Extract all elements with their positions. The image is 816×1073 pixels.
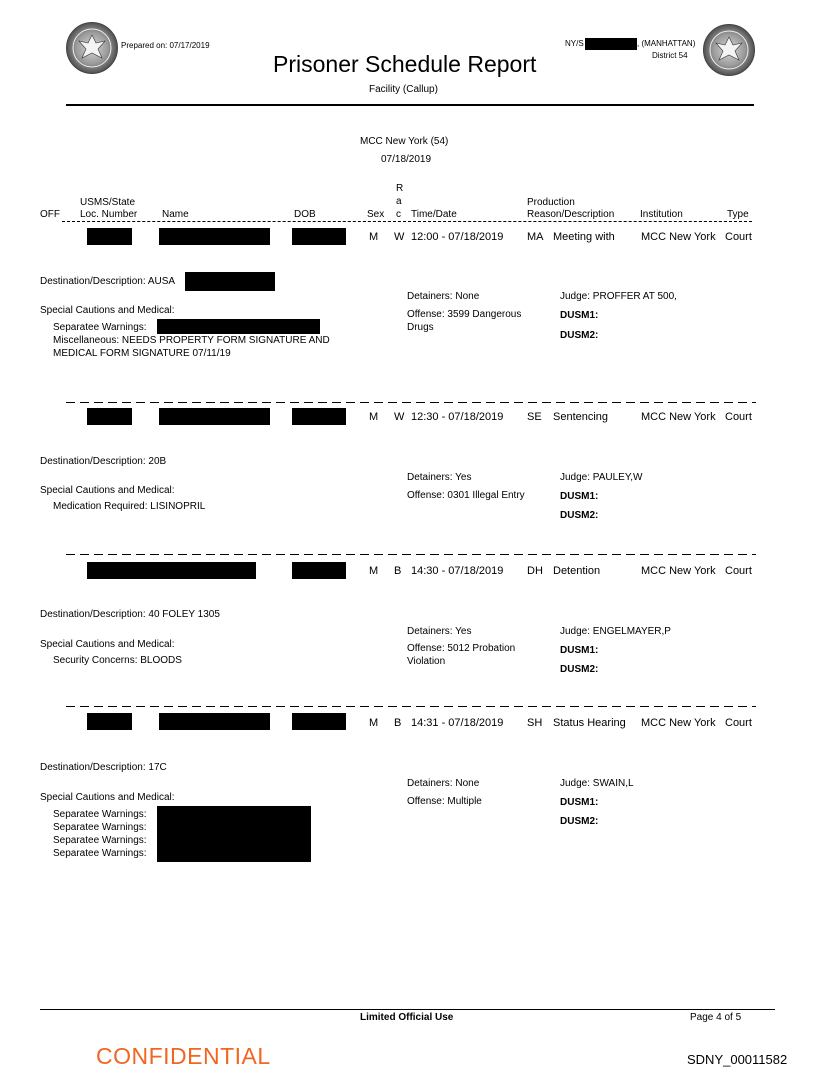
record-dusm2: DUSM2:	[560, 664, 599, 675]
record-code: SH	[527, 717, 543, 729]
redaction	[292, 408, 346, 425]
record-reason: Meeting with	[553, 231, 615, 243]
col-dob: DOB	[294, 209, 316, 220]
record-cautions: Special Cautions and Medical:	[40, 792, 175, 803]
col-race-r: R	[396, 183, 404, 194]
redaction	[292, 228, 346, 245]
record-judge: Judge: PAULEY,W	[560, 472, 643, 483]
col-type: Type	[727, 209, 749, 220]
record-detail: Separatee Warnings:	[53, 322, 147, 333]
record-destination: Destination/Description: AUSA	[40, 276, 176, 287]
record-race: W	[394, 231, 405, 243]
record-dusm1: DUSM1:	[560, 645, 599, 656]
redaction	[159, 713, 270, 730]
bates-number: SDNY_00011582	[687, 1052, 788, 1067]
col-production-line1: Production	[527, 197, 575, 208]
record-type: Court	[725, 411, 752, 423]
record-time: 12:00 - 07/18/2019	[411, 231, 504, 243]
col-production-line2: Reason/Description	[527, 209, 615, 220]
record-detail: Separatee Warnings:	[53, 809, 147, 820]
col-usms-line1: USMS/State	[80, 197, 136, 208]
col-institution: Institution	[640, 209, 683, 220]
record-detail: Separatee Warnings:	[53, 822, 147, 833]
redaction	[159, 408, 270, 425]
redaction	[185, 272, 275, 291]
record-judge: Judge: SWAIN,L	[560, 778, 634, 789]
district-name: , (MANHATTAN)	[637, 39, 696, 48]
record-detainers: Detainers: None	[407, 291, 480, 302]
record-code: MA	[527, 231, 544, 243]
record-offense: Violation	[407, 656, 446, 667]
record-judge: Judge: PROFFER AT 500,	[560, 291, 677, 302]
record-separator	[66, 402, 756, 403]
record-dusm1: DUSM1:	[560, 491, 599, 502]
record-race: B	[394, 565, 402, 577]
record-destination: Destination/Description: 40 FOLEY 1305	[40, 609, 220, 620]
record-offense: Offense: 0301 Illegal Entry	[407, 490, 525, 501]
record-dusm2: DUSM2:	[560, 330, 599, 341]
eagle-icon	[67, 23, 117, 73]
record-offense: Offense: 5012 Probation	[407, 643, 516, 654]
record-detainers: Detainers: None	[407, 778, 480, 789]
col-name: Name	[162, 209, 189, 220]
record-cautions: Special Cautions and Medical:	[40, 305, 175, 316]
record-dusm2: DUSM2:	[560, 510, 599, 521]
record-detail: Medication Required: LISINOPRIL	[53, 501, 206, 512]
report-title: Prisoner Schedule Report	[273, 51, 537, 77]
redaction	[585, 38, 637, 50]
district-prefix: NY/S	[565, 39, 584, 48]
classification-label: Limited Official Use	[360, 1012, 454, 1023]
redaction	[87, 713, 132, 730]
record-detail: MEDICAL FORM SIGNATURE 07/11/19	[53, 348, 231, 359]
record-detainers: Detainers: Yes	[407, 626, 472, 637]
record-dusm1: DUSM1:	[560, 797, 599, 808]
col-sex: Sex	[367, 209, 385, 220]
record-judge: Judge: ENGELMAYER,P	[560, 626, 671, 637]
record-detainers: Detainers: Yes	[407, 472, 472, 483]
usms-seal-left	[66, 22, 118, 74]
record-institution: MCC New York	[641, 231, 716, 243]
record-sex: M	[369, 565, 379, 577]
record-time: 14:31 - 07/18/2019	[411, 717, 504, 729]
col-usms-line2: Loc. Number	[80, 209, 138, 220]
record-offense: Drugs	[407, 322, 434, 333]
record-sex: M	[369, 717, 379, 729]
record-sex: M	[369, 231, 379, 243]
record-institution: MCC New York	[641, 411, 716, 423]
record-destination: Destination/Description: 20B	[40, 456, 167, 467]
page-number: Page 4 of 5	[690, 1012, 742, 1023]
record-detail: Miscellaneous: NEEDS PROPERTY FORM SIGNATURE AND	[53, 335, 330, 346]
record-offense: Offense: Multiple	[407, 796, 482, 807]
confidential-stamp: CONFIDENTIAL	[96, 1043, 271, 1069]
record-type: Court	[725, 231, 752, 243]
record-institution: MCC New York	[641, 717, 716, 729]
col-time-date: Time/Date	[411, 209, 457, 220]
record-race: W	[394, 411, 405, 423]
prepared-on: Prepared on: 07/17/2019	[121, 41, 210, 50]
report-subtitle: Facility (Callup)	[369, 84, 438, 95]
record-detail: Separatee Warnings:	[53, 848, 147, 859]
footer-rule	[40, 1009, 775, 1010]
redaction	[87, 228, 132, 245]
redaction	[159, 228, 270, 245]
record-cautions: Special Cautions and Medical:	[40, 639, 175, 650]
redaction	[292, 562, 346, 579]
record-reason: Detention	[553, 565, 601, 577]
record-reason: Status Hearing	[553, 717, 626, 729]
record-separator	[66, 554, 756, 555]
record-detail: Security Concerns: BLOODS	[53, 655, 182, 666]
header-rule	[66, 104, 754, 106]
record-reason: Sentencing	[553, 411, 609, 423]
record-race: B	[394, 717, 402, 729]
record-dusm1: DUSM1:	[560, 310, 599, 321]
record-institution: MCC New York	[641, 565, 716, 577]
record-cautions: Special Cautions and Medical:	[40, 485, 175, 496]
redaction	[157, 806, 311, 862]
record-dusm2: DUSM2:	[560, 816, 599, 827]
record-sex: M	[369, 411, 379, 423]
col-race-a: a	[396, 196, 402, 207]
redaction	[292, 713, 346, 730]
redaction	[87, 562, 167, 579]
record-offense: Offense: 3599 Dangerous	[407, 309, 522, 320]
district-number: District 54	[652, 51, 688, 60]
redaction	[157, 319, 320, 334]
record-type: Court	[725, 717, 752, 729]
eagle-icon	[704, 25, 754, 75]
record-code: DH	[527, 565, 543, 577]
record-destination: Destination/Description: 17C	[40, 762, 167, 773]
redaction	[87, 408, 132, 425]
record-time: 12:30 - 07/18/2019	[411, 411, 504, 423]
record-detail: Separatee Warnings:	[53, 835, 147, 846]
schedule-date: 07/18/2019	[381, 154, 432, 165]
col-off: OFF	[40, 209, 60, 220]
header-dashed-rule	[62, 221, 752, 222]
usms-seal-right	[703, 24, 755, 76]
facility-name: MCC New York (54)	[360, 136, 449, 147]
record-type: Court	[725, 565, 752, 577]
record-time: 14:30 - 07/18/2019	[411, 565, 504, 577]
record-separator	[66, 706, 756, 707]
col-race-c: c	[396, 209, 401, 220]
record-code: SE	[527, 411, 542, 423]
redaction	[167, 562, 256, 579]
